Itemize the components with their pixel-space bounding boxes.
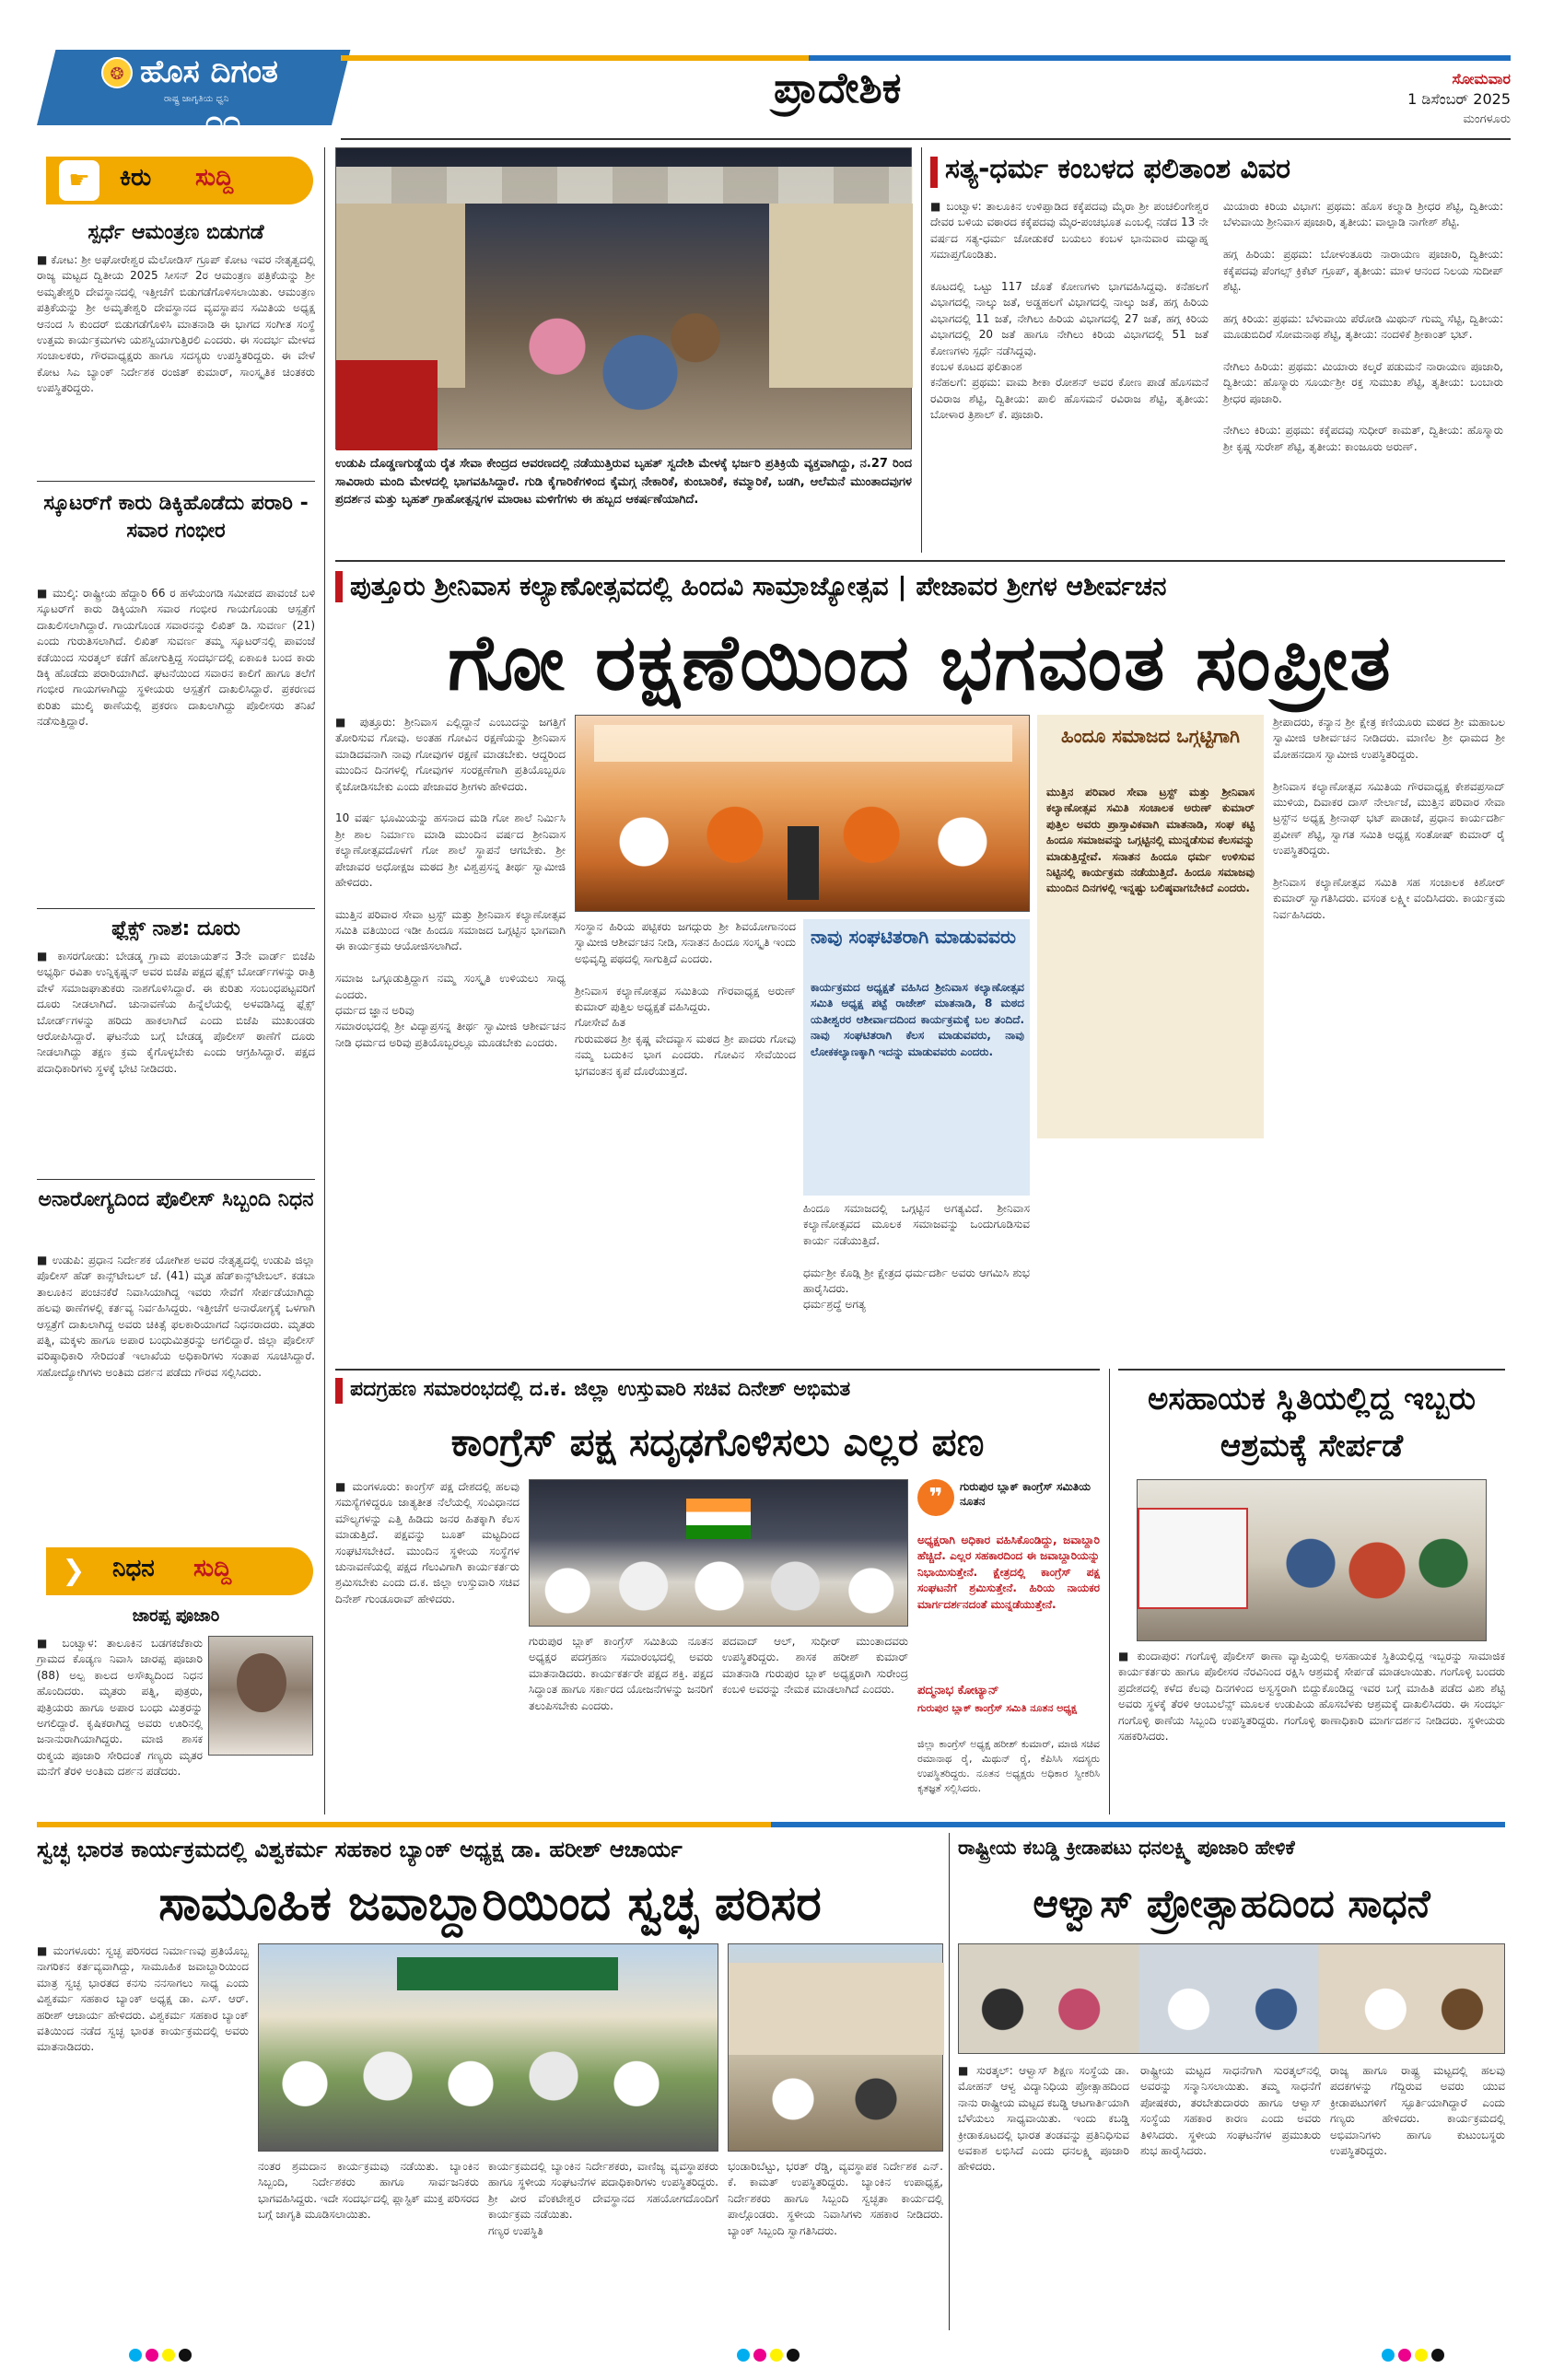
congress-col3: ಪದವಾದ್ ಆಲ್, ಸುಧೀರ್ ಮುಂತಾದವರು ಉಪಸ್ಥಿತರಿದ್ದರು. ಶಾಸಕ ಹರೀಶ್ ಕುಮಾರ್ ಮಾತನಾಡಿ ಗುರುಪುರ ಬ್ಲಾಕ್ ಅಧ್ಯಕ್ಷರಾಗಿ ಸುರೇಂದ್ರ ಕಂಬಳಿ ಅವರನ್ನು ನೇಮಕ ಮಾಡಲಾಗಿದೆ ಎಂದರು. xyxy=(722,1635,912,1697)
column-divider xyxy=(921,147,922,553)
yellow-dot xyxy=(1415,2349,1428,2362)
portrait-shape xyxy=(237,1653,286,1712)
kambala-headline: ಸತ್ಯ-ಧರ್ಮ ಕಂಬಳದ ಫಲಿತಾಂಶ ವಿವರ xyxy=(945,153,1291,185)
building-shape xyxy=(729,1963,944,2055)
title-accent-bar xyxy=(930,157,938,188)
gau-kicker-text: ಪುತ್ತೂರು ಶ್ರೀನಿವಾಸ ಕಲ್ಯಾಣೋತ್ಸವದಲ್ಲಿ ಹಿಂದವಿ ಸಾಮ್ರಾಜ್ಯೋತ್ಸವ | ಪೇಜಾವರ ಶ್ರೀಗಳ ಆಶೀರ್ವಚನ xyxy=(350,571,1167,601)
quote-role: ಗುರುಪುರ ಬ್ಲಾಕ್ ಕಾಂಗ್ರೆಸ್ ಸಮಿತಿ ನೂತನ ಅಧ್ಯಕ್ಷ xyxy=(917,1702,1077,1714)
gau-col2: ಸಂಸ್ಥಾನ ಹಿರಿಯ ಪಟ್ಟಿಕರು ಜಗದ್ಗುರು ಶ್ರೀ ಶಿವಯೋಗಾನಂದ ಸ್ವಾಮೀಜಿ ಆಶೀರ್ವಚನ ನೀಡಿ, ಸನಾತನ ಹಿಂದೂ ಸಂಸ್ಕೃತಿ ಇಂದು ಅಭಿವೃದ್ಧಿ ಪಥದಲ್ಲಿ ಸಾಗುತ್ತಿದೆ ಎಂದರು. ಶ್ರೀನಿವಾಸ ಕಲ್ಯಾಣೋತ್ಸವ ಸಮಿತಿಯ ಗೌರವಾಧ್ಯಕ್ಷ ಅರುಣ್ ಕುಮಾರ್ ಪುತ್ತಿಲ ಅಧ್ಯಕ್ಷತೆ ವಹಿಸಿದ್ದರು. ಗೋಸೇವೆ ಹಿತ ಗುರುಮಠದ ಶ್ರೀ ಕೃಷ್ಣ ವೇದವ್ಯಾಸ ಮಠದ ಶ್ರೀ ಪಾದರು ಗೋವು ನಮ್ಮ ಬದುಕಿನ ಭಾಗ ಎಂದರು. ಗೋವಿನ ಸೇವೆಯಿಂದ ಭಗವಂತನ ಕೃಪೆ ದೊರೆಯುತ್ತದೆ. xyxy=(575,920,796,1078)
crowd-shape xyxy=(474,277,751,450)
ashrama-rescue-photo xyxy=(1137,1479,1487,1641)
nidhana-suddi-word: ಸುದ್ದಿ xyxy=(193,1555,232,1582)
masthead-date: 1 ಡಿಸೆಂಬರ್ 2025 xyxy=(1407,90,1511,108)
swachh-col1: ■ ಮಂಗಳೂರು: ಸ್ವಚ್ಛ ಪರಿಸರದ ನಿರ್ಮಾಣವು ಪ್ರತಿಯೊಬ್ಬ ನಾಗರಿಕನ ಕರ್ತವ್ಯವಾಗಿದ್ದು, ಸಾಮೂಹಿಕ ಜವಾಬ್ದಾರಿಯಿಂದ ಮಾತ್ರ ಸ್ವಚ್ಛ ಭಾರತದ ಕನಸು ನನಸಾಗಲು ಸಾಧ್ಯ ಎಂದು ವಿಶ್ವಕರ್ಮ ಸಹಕಾರ ಬ್ಯಾಂಕ್ ಅಧ್ಯಕ್ಷ ಡಾ. ಎಸ್. ಆರ್. ಹರೀಶ್ ಆಚಾರ್ಯ ಹೇಳಿದರು. ವಿಶ್ವಕರ್ಮ ಸಹಕಾರ ಬ್ಯಾಂಕ್ ವತಿಯಿಂದ ನಡೆದ ಸ್ವಚ್ಛ ಭಾರತ ಕಾರ್ಯಕ್ರಮದಲ್ಲಿ ಅವರು ಮಾತನಾಡಿದರು. xyxy=(37,1944,252,2054)
kicker-accent-bar xyxy=(335,571,343,602)
swachh-col3: ಕಾರ್ಯಕ್ರಮದಲ್ಲಿ ಬ್ಯಾಂಕಿನ ನಿರ್ದೇಶಕರು, ವಾಣಿಜ್ಯ ವ್ಯವಸ್ಥಾಪಕರು ಹಾಗೂ ಸ್ಥಳೀಯ ಸಂಘಟನೆಗಳ ಪದಾಧಿಕಾರಿಗಳು ಉಪಸ್ಥಿತರಿದ್ದರು. ಶ್ರೀ ವೀರ ವೆಂಕಟೇಶ್ವರ ದೇವಸ್ಥಾನದ ಸಹಯೋಗದೊಂದಿಗೆ ಕಾರ್ಯಕ್ರಮ ನಡೆಯಿತು. ಗಣ್ಯರ ಉಪಸ್ಥಿತಿ xyxy=(488,2160,718,2237)
congress-col4: ಜಿಲ್ಲಾ ಕಾಂಗ್ರೆಸ್ ಅಧ್ಯಕ್ಷ ಹರೀಶ್ ಕುಮಾರ್, ಮಾಜಿ ಸಚಿವ ರಮಾನಾಥ ರೈ, ಮಿಥುನ್ ರೈ, ಕೆಪಿಸಿಸಿ ಸದಸ್ಯರು ಉಪಸ್ಥಿತರಿದ್ದರು. ನೂತನ ಅಧ್ಯಕ್ಷರು ಅಧಿಕಾರ ಸ್ವೀಕರಿಸಿ ಕೃತಜ್ಞತೆ ಸಲ್ಲಿಸಿದರು. xyxy=(917,1738,1103,1794)
ashrama-headline: ಅಸಹಾಯಕ ಸ್ಥಿತಿಯಲ್ಲಿದ್ದ ಇಬ್ಬರು ಆಶ್ರಮಕ್ಕೆ ಸೇರ್ಪಡೆ xyxy=(1148,1381,1476,1464)
box2-body: ಮುತ್ತಿನ ಪರಿವಾರ ಸೇವಾ ಟ್ರಸ್ಟ್ ಮತ್ತು ಶ್ರೀನಿವಾಸ ಕಲ್ಯಾಣೋತ್ಸವ ಸಮಿತಿ ಸಂಚಾಲಕ ಅರುಣ್ ಕುಮಾರ್ ಪುತ್ತಿಲ ಅವರು ಪ್ರಾಸ್ತಾವಿಕವಾಗಿ ಮಾತನಾಡಿ, ಸಂಘ ಕಟ್ಟಿ ಹಿಂದೂ ಸಮಾಜವನ್ನು ಒಗ್ಗಟ್ಟಿನಲ್ಲಿ ಮುನ್ನಡೆಸುವ ಕೆಲಸವನ್ನು ಮಾಡುತ್ತಿದ್ದೇವೆ. ಸನಾತನ ಹಿಂದೂ ಧರ್ಮ ಉಳಿಸುವ ನಿಟ್ಟಿನಲ್ಲಿ ಕಾರ್ಯಕ್ರಮ ನಡೆಯುತ್ತಿದೆ. ಹಿಂದೂ ಸಮಾಜವು ಮುಂದಿನ ದಿನಗಳಲ್ಲಿ ಇನ್ನಷ್ಟು ಬಲಿಷ್ಠವಾಗಬೇಕಿದೆ ಎಂದರು. xyxy=(1046,786,1259,895)
congress-quote-box xyxy=(917,1479,1104,1811)
kiru-item-title: ಫ್ಲೆಕ್ಸ್ ನಾಶ: ದೂರು xyxy=(111,917,240,940)
page-number: ೧೧ xyxy=(204,103,241,140)
swachh-col4: ಭಂಡಾರಿಬೆಟ್ಟು, ಭರತ್ ರೆಡ್ಡಿ, ವ್ಯವಸ್ಥಾಪಕ ನಿರ್ದೇಶಕ ಎನ್. ಕೆ. ಕಾಮತ್ ಉಪಸ್ಥಿತರಿದ್ದರು. ಬ್ಯಾಂಕಿನ ಉಪಾಧ್ಯಕ್ಷ, ನಿರ್ದೇಶಕರು ಹಾಗೂ ಸಿಬ್ಬಂದಿ ಸ್ವಚ್ಛತಾ ಕಾರ್ಯದಲ್ಲಿ ಪಾಲ್ಗೊಂಡರು. ಸ್ಥಳೀಯ ನಿವಾಸಿಗಳು ಸಹಕಾರ ನೀಡಿದರು. ಬ್ಯಾಂಕ್ ಸಿಬ್ಬಂದಿ ಸ್ವಾಗತಿಸಿದರು. xyxy=(728,2160,947,2237)
kiru-item-title: ಸ್ಕೂಟರ್‌ಗೆ ಕಾರು ಡಿಕ್ಕಿಹೊಡೆದು ಪರಾರಿ - ಸವಾರ ಗಂಭೀರ xyxy=(43,492,309,542)
masthead-day: ಸೋಮವಾರ xyxy=(1452,70,1511,88)
kabaddi-headline: ಆಳ್ವಾಸ್ ಪ್ರೋತ್ಸಾಹದಿಂದ ಸಾಧನೆ xyxy=(1033,1881,1430,1926)
workers-shape xyxy=(747,2046,931,2152)
masthead-color-strip xyxy=(341,55,1511,61)
people-shape xyxy=(576,771,1031,913)
section-title: ಪ್ರಾದೇಶಿಕ xyxy=(774,63,902,112)
box1-body: ಕಾರ್ಯಕ್ರಮದ ಅಧ್ಯಕ್ಷತೆ ವಹಿಸಿದ ಶ್ರೀನಿವಾಸ ಕಲ್ಯಾಣೋತ್ಸವ ಸಮಿತಿ ಅಧ್ಯಕ್ಷ ಪಟ್ಟೆ ರಾಜೇಶ್ ಮಾತನಾಡಿ, 8 ಮಠದ ಯತೀಶ್ವರರ ಆಶೀರ್ವಾದದಿಂದ ಕಾರ್ಯಕ್ರಮಕ್ಕೆ ಬಲ ತಂದಿದೆ. ನಾವು ಸಂಘಟಿತರಾಗಿ ಕೆಲಸ ಮಾಡುವವರು, ನಾವು ಲೋಕಕಲ್ಯಾಣಕ್ಕಾಗಿ ಇದನ್ನು ಮಾಡುವವರು ಎಂದರು. xyxy=(811,981,1029,1058)
bottom-color-divider xyxy=(37,1822,1505,1827)
swachh-group-photo xyxy=(258,1943,718,2152)
kabaddi-col1: ■ ಸುರತ್ಕಲ್: ಆಳ್ವಾಸ್ ಶಿಕ್ಷಣ ಸಂಸ್ಥೆಯ ಡಾ. ಮೋಹನ್ ಆಳ್ವ ವಿದ್ಯಾನಿಧಿಯ ಪ್ರೋತ್ಸಾಹದಿಂದ ನಾನು ರಾಷ್ಟ್ರೀಯ ಮಟ್ಟದ ಕಬಡ್ಡಿ ಆಟಗಾರ್ತಿಯಾಗಿ ಬೆಳೆಯಲು ಸಾಧ್ಯವಾಯಿತು. ಇಂದು ಕಬಡ್ಡಿ ಕ್ರೀಡಾಕೂಟದಲ್ಲಿ ಭಾರತ ತಂಡವನ್ನು ಪ್ರತಿನಿಧಿಸುವ ಅವಕಾಶ ಲಭಿಸಿದೆ ಎಂದು ಧನಲಕ್ಷ್ಮಿ ಪೂಜಾರಿ ಹೇಳಿದರು. xyxy=(958,2064,1133,2174)
people-shape xyxy=(1267,1499,1488,1642)
congress-headline: ಕಾಂಗ್ರೆಸ್ ಪಕ್ಷ ಸದೃಢಗೊಳಿಸಲು ಎಲ್ಲರ ಪಣ xyxy=(450,1419,985,1464)
column-divider xyxy=(949,1833,950,2330)
box1-title: ನಾವು ಸಂಘಟಿತರಾಗಿ ಮಾಡುವವರು xyxy=(811,926,1016,948)
cyan-dot xyxy=(737,2349,750,2362)
quote-heading: ಗುರುಪುರ ಬ್ಲಾಕ್ ಕಾಂಗ್ರೆಸ್ ಸಮಿತಿಯ ನೂತನ xyxy=(960,1480,1092,1509)
kiru-item-title: ಸ್ಪರ್ಧೆ ಆಮಂತ್ರಣ ಬಿಡುಗಡೆ xyxy=(88,221,264,244)
cmyk-registration-marks xyxy=(1382,2347,1446,2363)
black-dot xyxy=(1431,2349,1444,2362)
kabaddi-col2: ರಾಷ್ಟ್ರೀಯ ಮಟ್ಟದ ಸಾಧನೆಗಾಗಿ ಸುರತ್ಕಲ್‌ನಲ್ಲಿ ಅವರನ್ನು ಸನ್ಮಾನಿಸಲಾಯಿತು. ತಮ್ಮ ಸಾಧನೆಗೆ ಪೋಷಕರು, ತರಬೇತುದಾರರು ಹಾಗೂ ಆಳ್ವಾಸ್ ಸಂಸ್ಥೆಯ ಸಹಕಾರ ಕಾರಣ ಎಂದು ಅವರು ತಿಳಿಸಿದರು. ಸ್ಥಳೀಯ ಸಂಘಟನೆಗಳ ಪ್ರಮುಖರು ಶುಭ ಹಾರೈಸಿದರು. xyxy=(1140,2064,1325,2157)
congress-col1: ■ ಮಂಗಳೂರು: ಕಾಂಗ್ರೆಸ್ ಪಕ್ಷ ದೇಶದಲ್ಲಿ ಹಲವು ಸಮಸ್ಯೆಗಳಿದ್ದರೂ ಜಾತ್ಯತೀತ ನೆಲೆಯಲ್ಲಿ ಸಂವಿಧಾನದ ಮೌಲ್ಯಗಳನ್ನು ಎತ್ತಿ ಹಿಡಿದು ಜನರ ಹಿತಕ್ಕಾಗಿ ಕೆಲಸ ಮಾಡುತ್ತಿದೆ. ಪಕ್ಷವನ್ನು ಬೂತ್ ಮಟ್ಟದಿಂದ ಸಂಘಟಿಸಬೇಕಿದೆ. ಮುಂದಿನ ಸ್ಥಳೀಯ ಸಂಸ್ಥೆಗಳ ಚುನಾವಣೆಯಲ್ಲಿ ಪಕ್ಷದ ಗೆಲುವಿಗಾಗಿ ಕಾರ್ಯಕರ್ತರು ಶ್ರಮಿಸಬೇಕು ಎಂದು ದ.ಕ. ಜಿಲ್ಲಾ ಉಸ್ತುವಾರಿ ಸಚಿವ ದಿನೇಶ್ ಗುಂಡೂರಾವ್ ಹೇಳಿದರು. xyxy=(335,1480,523,1605)
congress-kicker-text: ಪದಗ್ರಹಣ ಸಮಾರಂಭದಲ್ಲಿ ದ.ಕ. ಜಿಲ್ಲಾ ಉಸ್ತುವಾರಿ ಸಚಿವ ದಿನೇಶ್ ಅಭಿಮತ xyxy=(350,1378,851,1401)
volunteers-shape xyxy=(259,2000,719,2152)
quote-icon: ❞ xyxy=(917,1479,954,1516)
swachh-street-photo xyxy=(728,1943,943,2152)
stall-canopy xyxy=(336,167,913,204)
gau-col1: ■ ಪುತ್ತೂರು: ಶ್ರೀನಿವಾಸ ಎಲ್ಲಿದ್ದಾನೆ ಎಂಬುದನ್ನು ಜಗತ್ತಿಗೆ ತೋರಿಸುವ ಗೋವು. ಅಂತಹ ಗೋವಿನ ರಕ್ಷಣೆಯನ್ನು ಶ್ರೀನಿವಾಸ ಮಾಡಿದವನಾಗಿ ನಾವು ಗೋವುಗಳ ರಕ್ಷಣೆ ಮಾಡಬೇಕು. ಆದ್ದರಿಂದ ಮುಂದಿನ ದಿನಗಳಲ್ಲಿ ಗೋವುಗಳ ಸಂರಕ್ಷಣೆಗಾಗಿ ಪ್ರತಿಯೊಬ್ಬರೂ ಕೈಜೋಡಿಸಬೇಕು ಎಂದು ಪೇಜಾವರ ಶ್ರೀಗಳು ಹೇಳಿದರು. 10 ವರ್ಷ ಭೂಮಿಯನ್ನು ಹಸನಾದ ಮಡಿ ಗೋ ಶಾಲೆ ನಿರ್ಮಿಸಿ ಶ್ರೀ ಶಾಲ ನಿರ್ಮಾಣ ಮಾಡಿ ಮುಂದಿನ ವರ್ಷದ ಶ್ರೀನಿವಾಸ ಕಲ್ಯಾಣೋತ್ಸವದೊಳಗೆ ಗೋ ಶಾಲೆ ಸ್ಥಾಪನೆ ಆಗಬೇಕು. ಶ್ರೀ ಪೇಜಾವರ ಅಧೋಕ್ಷಜ ಮಠದ ಶ್ರೀ ವಿಶ್ವಪ್ರಸನ್ನ ತೀರ್ಥ ಸ್ವಾಮೀಜಿ ಹೇಳಿದರು. ಮುತ್ತಿನ ಪರಿವಾರ ಸೇವಾ ಟ್ರಸ್ಟ್ ಮತ್ತು ಶ್ರೀನಿವಾಸ ಕಲ್ಯಾಣೋತ್ಸವ ಸಮಿತಿ ವತಿಯಿಂದ ಇಡೀ ಹಿಂದೂ ಸಮಾಜದ ಒಗ್ಗಟ್ಟಿನ ಭಾಗವಾಗಿ ಈ ಕಾರ್ಯಕ್ರಮ ಆಯೋಜಿಸಲಾಗಿದೆ. ಸಮಾಜ ಒಗ್ಗೂಡುತ್ತಿದ್ದಾಗ ನಮ್ಮ ಸಂಸ್ಕೃತಿ ಉಳಿಯಲು ಸಾಧ್ಯ ಎಂದರು. ಧರ್ಮದ ಜ್ಞಾನ ಅರಿವು ಸಮಾರಂಭದಲ್ಲಿ ಶ್ರೀ ವಿದ್ಯಾಪ್ರಸನ್ನ ತೀರ್ಥ ಸ್ವಾಮೀಜಿ ಆಶೀರ್ವಚನ ನೀಡಿ ಧರ್ಮದ ಅರಿವು ಪ್ರತಿಯೊಬ್ಬರಲ್ಲೂ ಮೂಡಬೇಕು ಎಂದರು. xyxy=(335,716,566,1049)
cyan-dot xyxy=(129,2349,142,2362)
kabaddi-felicitation-photo xyxy=(958,1943,1505,2054)
box2-title: ಹಿಂದೂ ಸಮಾಜದ ಒಗ್ಗಟ್ಟಿಗಾಗಿ xyxy=(1061,725,1240,747)
swachh-article xyxy=(37,1833,947,2330)
magenta-dot xyxy=(753,2349,766,2362)
leaders-shape xyxy=(530,1535,909,1628)
black-dot xyxy=(787,2349,800,2362)
kiru-item-body: ■ ಉಡುಪಿ: ಪ್ರಧಾನ ನಿರ್ದೇಶಕ ಯೋಗೀಶ ಅವರ ನೇತೃತ್ವದಲ್ಲಿ ಉಡುಪಿ ಜಿಲ್ಲಾ ಪೊಲೀಸ್ ಹೆಡ್ ಕಾನ್ಸ್‌ಟೇಬಲ್ ಜೆ. (41) ಮೃತ ಹೆಡ್‌ಕಾನ್ಸ್‌ಟೇಬಲ್. ಕಡಬಾ ತಾಲೂಕಿನ ಪಂಚನಕೆರೆ ನಿವಾಸಿಯಾಗಿದ್ದ ಇವರು ಸೇವೆಗೆ ಸೇರ್ಪಡೆಯಾಗಿದ್ದು ಹಲವು ಠಾಣೆಗಳಲ್ಲಿ ಕರ್ತವ್ಯ ನಿರ್ವಹಿಸಿದ್ದರು. ಇತ್ತೀಚೆಗೆ ಅನಾರೋಗ್ಯಕ್ಕೆ ಒಳಗಾಗಿ ಆಸ್ಪತ್ರೆಗೆ ದಾಖಲಾಗಿದ್ದ ಅವರು ಚಿಕಿತ್ಸೆ ಫಲಕಾರಿಯಾಗದೆ ನಿಧನರಾದರು. ಮೃತರು ಪತ್ನಿ, ಮಕ್ಕಳು ಹಾಗೂ ಅಪಾರ ಬಂಧುಮಿತ್ರರನ್ನು ಅಗಲಿದ್ದಾರೆ. ಜಿಲ್ಲಾ ಪೊಲೀಸ್ ವರಿಷ್ಠಾಧಿಕಾರಿ ಸೇರಿದಂತೆ ಇಲಾಖೆಯ ಅಧಿಕಾರಿಗಳು ಸಂತಾಪ ಸೂಚಿಸಿದ್ದಾರೆ. ಸಹೋದ್ಯೋಗಿಗಳು ಅಂತಿಮ ದರ್ಶನ ಪಡೆದು ಗೌರವ ಸಲ್ಲಿಸಿದರು. xyxy=(37,1254,319,1379)
yellow-dot xyxy=(770,2349,783,2362)
nidhana-suddi xyxy=(37,1547,315,1814)
ambulance-shape xyxy=(1138,1508,1248,1609)
swachh-headline: ಸಾಮೂಹಿಕ ಜವಾಬ್ದಾರಿಯಿಂದ ಸ್ವಚ್ಛ ಪರಿಸರ xyxy=(158,1876,822,1931)
swachh-col2: ನಂತರ ಶ್ರಮದಾನ ಕಾರ್ಯಕ್ರಮವು ನಡೆಯಿತು. ಬ್ಯಾಂಕಿನ ಸಿಬ್ಬಂದಿ, ನಿರ್ದೇಶಕರು ಹಾಗೂ ಸಾರ್ವಜನಿಕರು ಭಾಗವಹಿಸಿದ್ದರು. ಇದೇ ಸಂದರ್ಭದಲ್ಲಿ ಪ್ಲಾಸ್ಟಿಕ್ ಮುಕ್ತ ಪರಿಸರದ ಬಗ್ಗೆ ಜಾಗೃತಿ ಮೂಡಿಸಲಾಯಿತು. xyxy=(258,2160,483,2222)
kabaddi-article xyxy=(958,1833,1509,2330)
ashrama-article xyxy=(1118,1369,1509,1814)
party-flag xyxy=(686,1499,751,1539)
hand-pointer-icon: ☛ xyxy=(59,160,99,201)
gau-headline: ಗೋ ರಕ್ಷಣೆಯಿಂದ ಭಗವಂತ ಸಂಪ್ರೀತ xyxy=(448,617,1393,707)
kiru-item-body: ■ ಕಾಸರಗೋಡು: ಬೇಡಡ್ಕ ಗ್ರಾಮ ಪಂಚಾಯತ್‌ನ 3ನೇ ವಾರ್ಡ್ ಬಿಜೆಪಿ ಅಭ್ಯರ್ಥಿ ರವಿತಾ ಉನ್ನಿಕೃಷ್ಣನ್ ಅವರ ಬಿಜೆಪಿ ಪಕ್ಷದ ಫ್ಲೆಕ್ಸ್ ಬೋರ್ಡ್‌ಗಳನ್ನು ರಾತ್ರಿ ವೇಳೆ ಸಮಾಜಘಾತುಕರು ನಾಶಗೊಳಿಸಿದ್ದಾರೆ. ಈ ಕುರಿತು ಸಂಬಂಧಪಟ್ಟವರಿಗೆ ದೂರು ನೀಡಲಾಗಿದೆ. ಚುನಾವಣೆಯ ಹಿನ್ನೆಲೆಯಲ್ಲಿ ಅಳವಡಿಸಿದ್ದ ಫ್ಲೆಕ್ಸ್ ಬೋರ್ಡ್‌ಗಳನ್ನು ಹರಿದು ಹಾಕಲಾಗಿದೆ ಎಂದು ಬಿಜೆಪಿ ಮುಖಂಡರು ಆರೋಪಿಸಿದ್ದಾರೆ. ಘಟನೆಯ ಬಗ್ಗೆ ಬೇಡಡ್ಕ ಪೊಲೀಸ್ ಠಾಣೆಗೆ ದೂರು ನೀಡಲಾಗಿದ್ದು ತಕ್ಷಣ ಕ್ರಮ ಕೈಗೊಳ್ಳಬೇಕು ಎಂದು ಆಗ್ರಹಿಸಿದ್ದಾರೆ. ಪಕ್ಷದ ಪದಾಧಿಕಾರಿಗಳು ಸ್ಥಳಕ್ಕೆ ಭೇಟಿ ನೀಡಿದರು. xyxy=(37,950,319,1075)
kiru-badge-word: ಕಿರು xyxy=(120,164,152,192)
kambala-col2: ಮಿಯಾರು ಕಿರಿಯ ವಿಭಾಗ: ಪ್ರಥಮ: ಹೊಸ ಕಲ್ಮಾಡಿ ಶ್ರೀಧರ ಶೆಟ್ಟಿ, ದ್ವಿತೀಯ: ಬೆಳುವಾಯಿ ಶ್ರೀನಿವಾಸ ಪೂಜಾರಿ, ತೃತೀಯ: ವಾಲ್ಪಾಡಿ ನಾಗೇಶ್ ಶೆಟ್ಟಿ. ಹಗ್ಗ ಹಿರಿಯ: ಪ್ರಥಮ: ಬೋಳಂತೂರು ನಾರಾಯಣ ಪೂಜಾರಿ, ದ್ವಿತೀಯ: ಕಕ್ಕೆಪದವು ಪೆಂಗಲ್ಸ್ ಕ್ರಿಕೆಟ್ ಗ್ರೂಪ್, ತೃತೀಯ: ಮಾಳ ಆನಂದ ನಿಲಯ ಸುದೀಪ್ ಶೆಟ್ಟಿ. ಹಗ್ಗ ಕಿರಿಯ: ಪ್ರಥಮ: ಬೆಳುವಾಯಿ ಪೆರೋಡಿ ಮಿಥುನ್ ಗುಮ್ಮ ಸೆಟ್ಟಿ, ದ್ವಿತೀಯ: ಮೂಡುಬಿದಿರೆ ಸೋಮನಾಥ ಶೆಟ್ಟಿ, ತೃತೀಯ: ನಂದಳಿಕೆ ಶ್ರೀಕಾಂತ್ ಭಟ್. ನೇಗಿಲು ಹಿರಿಯ: ಪ್ರಥಮ: ಮಿಯಾರು ಕಲ್ಕರೆ ಪಡುಮನೆ ನಾರಾಯಣ ಪೂಜಾರಿ, ದ್ವಿತೀಯ: ಹೊಸ್ಮಾರು ಸೂರ್ಯಶ್ರೀ ರಕ್ತ ಸುಮುಖ ಶೆಟ್ಟಿ, ತೃತೀಯ: ಬಂಬಾರು ಶ್ರೀಧರ ಪೂಜಾರಿ. ನೇಗಿಲು ಕಿರಿಯ: ಪ್ರಥಮ: ಕಕ್ಕೆಪದವು ಸುಧೀರ್ ಕಾಮತ್, ದ್ವಿತೀಯ: ಹೊಸ್ಮಾರು ಶ್ರೀ ಕೃಷ್ಣ ಸುರೇಶ್ ಶೆಟ್ಟಿ, ತೃತೀಯ: ಕಾಂಜೂರು ಅರುಣ್. xyxy=(1223,200,1503,453)
gau-col4: ಶ್ರೀಪಾದರು, ಕನ್ಯಾನ ಶ್ರೀ ಕ್ಷೇತ್ರ ಕಣಿಯೂರು ಮಠದ ಶ್ರೀ ಮಹಾಬಲ ಸ್ವಾಮೀಜಿ ಆಶೀರ್ವಚನ ನೀಡಿದರು. ಮಾಣಿಲ ಶ್ರೀ ಧಾಮದ ಶ್ರೀ ಮೋಹನದಾಸ ಸ್ವಾಮೀಜಿ ಉಪಸ್ಥಿತರಿದ್ದರು. ಶ್ರೀನಿವಾಸ ಕಲ್ಯಾಣೋತ್ಸವ ಸಮಿತಿಯ ಗೌರವಾಧ್ಯಕ್ಷ ಕೇಶವಪ್ರಸಾದ್ ಮುಳಿಯ, ದಿವಾಕರ ದಾಸ್ ನೇರ್ಲಾಜೆ, ಮುತ್ತಿನ ಪರಿವಾರ ಸೇವಾ ಟ್ರಸ್ಟ್‌ನ ಅಧ್ಯಕ್ಷ ಶ್ರೀನಾಥ್ ಭಟ್ ಪಾಡಾಜೆ, ಪ್ರಧಾನ ಕಾರ್ಯದರ್ಶಿ ಪ್ರವೀಣ್ ಶೆಟ್ಟಿ, ಸ್ವಾಗತ ಸಮಿತಿ ಅಧ್ಯಕ್ಷ ಸಂತೋಷ್ ಕುಮಾರ್ ರೈ ಉಪಸ್ಥಿತರಿದ್ದರು. ಶ್ರೀನಿವಾಸ ಕಲ್ಯಾಣೋತ್ಸವ ಸಮಿತಿ ಸಹ ಸಂಚಾಲಕ ಕಿಶೋರ್ ಕುಮಾರ್ ಸ್ವಾಗತಿಸಿದರು. ವಸಂತ ಲಕ್ಷ್ಮೀ ವಂದಿಸಿದರು. ಕಾರ್ಯಕ್ರಮ ನಿರ್ವಹಿಸಿದರು. xyxy=(1273,716,1505,921)
ashrama-body: ■ ಕುಂದಾಪುರ: ಗಂಗೊಳ್ಳಿ ಪೊಲೀಸ್ ಠಾಣಾ ವ್ಯಾಪ್ತಿಯಲ್ಲಿ ಅಸಹಾಯಕ ಸ್ಥಿತಿಯಲ್ಲಿದ್ದ ಇಬ್ಬರನ್ನು ಸಾಮಾಜಿಕ ಕಾರ್ಯಕರ್ತರು ಹಾಗೂ ಪೊಲೀಸರ ನೆರವಿನಿಂದ ರಕ್ಷಿಸಿ ಆಶ್ರಮಕ್ಕೆ ಸೇರ್ಪಡೆ ಮಾಡಲಾಯಿತು. ಗಂಗೊಳ್ಳಿ ಬಂದರು ಪ್ರದೇಶದಲ್ಲಿ ಕಳೆದ ಕೆಲವು ದಿನಗಳಿಂದ ಅಸ್ವಸ್ಥರಾಗಿ ಬಿದ್ದುಕೊಂಡಿದ್ದ ಇವರ ಬಗ್ಗೆ ಮಾಹಿತಿ ಪಡೆದ ವಿಶು ಶೆಟ್ಟಿ ಅವರು ಸ್ಥಳಕ್ಕೆ ತೆರಳಿ ಆಂಬುಲೆನ್ಸ್ ಮೂಲಕ ಉಡುಪಿಯ ಹೊಸಬೆಳಕು ಆಶ್ರಮಕ್ಕೆ ದಾಖಲಿಸಿದರು. ಈ ಸಂದರ್ಭ ಗಂಗೊಳ್ಳಿ ಠಾಣೆಯ ಸಿಬ್ಬಂದಿ ಉಪಸ್ಥಿತರಿದ್ದರು. ಗಂಗೊಳ್ಳಿ ಠಾಣಾಧಿಕಾರಿ ಮಾರ್ಗದರ್ಶನ ನೀಡಿದರು. ಸ್ಥಳೀಯರು ಸಹಕರಿಸಿದರು. xyxy=(1118,1650,1509,1743)
suddi-badge-word: ಸುದ್ದಿ xyxy=(195,164,234,192)
stage-banner xyxy=(594,725,1012,762)
chevron-icon: ❯ xyxy=(62,1555,86,1587)
section-rule xyxy=(1118,1369,1505,1371)
masthead-city: ಮಂಗಳೂರು xyxy=(1463,112,1511,126)
people-shape xyxy=(959,1954,1506,2055)
gau-col3: ಹಿಂದೂ ಸಮಾಜದಲ್ಲಿ ಒಗ್ಗಟ್ಟಿನ ಅಗತ್ಯವಿದೆ. ಶ್ರೀನಿವಾಸ ಕಲ್ಯಾಣೋತ್ಸವದ ಮೂಲಕ ಸಮಾಜವನ್ನು ಒಂದುಗೂಡಿಸುವ ಕಾರ್ಯ ನಡೆಯುತ್ತಿದೆ. ಧರ್ಮಶ್ರೀ ಕೊಡ್ಗಿ ಶ್ರೀ ಕ್ಷೇತ್ರದ ಧರ್ಮದರ್ಶಿ ಅವರು ಆಗಮಿಸಿ ಶುಭ ಹಾರೈಸಿದರು. ಧರ್ಮಶ್ರದ್ಧೆ ಅಗತ್ಯ xyxy=(803,1202,1030,1312)
obituary-name: ಜಾರಪ್ಪ ಪೂಜಾರಿ xyxy=(132,1606,220,1626)
quote-body: ಅಧ್ಯಕ್ಷರಾಗಿ ಅಧಿಕಾರ ವಹಿಸಿಕೊಂಡಿದ್ದು, ಜವಾಬ್ದಾರಿ ಹೆಚ್ಚಿದೆ. ಎಲ್ಲರ ಸಹಕಾರದಿಂದ ಈ ಜವಾಬ್ದಾರಿಯನ್ನು ನಿಭಾಯಿಸುತ್ತೇನೆ. ಕ್ಷೇತ್ರದಲ್ಲಿ ಕಾಂಗ್ರೆಸ್ ಪಕ್ಷ ಸಂಘಟನೆಗೆ ಶ್ರಮಿಸುತ್ತೇನೆ. ಹಿರಿಯ ನಾಯಕರ ಮಾರ್ಗದರ್ಶನದಂತೆ ಮುನ್ನಡೆಯುತ್ತೇನೆ. xyxy=(917,1534,1104,1611)
bank-banner xyxy=(397,1957,618,1990)
column-divider xyxy=(1109,1369,1110,1814)
gau-box1 xyxy=(803,919,1030,1196)
swadeshi-mela-photo xyxy=(335,147,912,449)
swadeshi-mela-caption: ಉಡುಪಿ ದೊಡ್ಡಣಗುಡ್ಡೆಯ ರೈತ ಸೇವಾ ಕೇಂದ್ರದ ಆವರಣದಲ್ಲಿ ನಡೆಯುತ್ತಿರುವ ಬೃಹತ್ ಸ್ವದೇಶಿ ಮೇಳಕ್ಕೆ ಭರ್ಜರಿ ಪ್ರತಿಕ್ರಿಯೆ ವ್ಯಕ್ತವಾಗಿದ್ದು, ನ.27 ರಿಂದ ಸಾವಿರಾರು ಮಂದಿ ಮೇಳದಲ್ಲಿ ಭಾಗವಹಿಸಿದ್ದಾರೆ. ಗುಡಿ ಕೈಗಾರಿಕೆಗಳಿಂದ ಕೈಮಗ್ಗ ನೇಕಾರಿಕೆ, ಕುಂಬಾರಿಕೆ, ಕಮ್ಮಾರಿಕೆ, ಬಡಗಿ, ಆಲೆಮನೆ ಮುಂತಾದವುಗಳ ಪ್ರದರ್ಶನ ಮತ್ತು ಬೃಹತ್ ಗ್ರಾಹೋತ್ಪನ್ನಗಳ ಮಾರಾಟ ಮಳಿಗೆಗಳು ಈ ಹಬ್ಬದ ಆಕರ್ಷಣೆಯಾಗಿದೆ. xyxy=(335,457,916,507)
kambala-article xyxy=(930,147,1505,553)
congress-col2: ಗುರುಪುರ ಬ್ಲಾಕ್ ಕಾಂಗ್ರೆಸ್ ಸಮಿತಿಯ ನೂತನ ಅಧ್ಯಕ್ಷರ ಪದಗ್ರಹಣ ಸಮಾರಂಭದಲ್ಲಿ ಅವರು ಮಾತನಾಡಿದರು. ಕಾರ್ಯಕರ್ತರೇ ಪಕ್ಷದ ಶಕ್ತಿ. ಪಕ್ಷದ ಸಿದ್ಧಾಂತ ಹಾಗೂ ಸರ್ಕಾರದ ಯೋಜನೆಗಳನ್ನು ಜನರಿಗೆ ತಲುಪಿಸಬೇಕು ಎಂದರು. xyxy=(529,1635,717,1712)
masthead xyxy=(37,50,1511,142)
kicker-accent-bar xyxy=(335,1378,343,1404)
stall-right xyxy=(769,204,913,388)
cmyk-registration-marks xyxy=(129,2347,193,2363)
logo-tagline: ರಾಷ್ಟ್ರ ಜಾಗೃತಿಯ ಧ್ವನಿ xyxy=(164,94,229,104)
item-divider xyxy=(37,481,315,482)
kabaddi-col3: ರಾಜ್ಯ ಹಾಗೂ ರಾಷ್ಟ್ರ ಮಟ್ಟದಲ್ಲಿ ಹಲವು ಪದಕಗಳನ್ನು ಗೆದ್ದಿರುವ ಅವರು ಯುವ ಕ್ರೀಡಾಪಟುಗಳಿಗೆ ಸ್ಫೂರ್ತಿಯಾಗಿದ್ದಾರೆ ಎಂದು ಗಣ್ಯರು ಹೇಳಿದರು. ಕಾರ್ಯಕ್ರಮದಲ್ಲಿ ಅಭಿಮಾನಿಗಳು ಹಾಗೂ ಕುಟುಂಬಸ್ಥರು ಉಪಸ್ಥಿತರಿದ್ದರು. xyxy=(1330,2064,1509,2157)
swachh-kicker: ಸ್ವಚ್ಛ ಭಾರತ ಕಾರ್ಯಕ್ರಮದಲ್ಲಿ ವಿಶ್ವಕರ್ಮ ಸಹಕಾರ ಬ್ಯಾಂಕ್ ಅಧ್ಯಕ್ಷ ಡಾ. ಹರೀಶ್ ಆಚಾರ್ಯ xyxy=(37,1837,683,1862)
obituary-body: ■ ಬಂಟ್ವಾಳ: ತಾಲೂಕಿನ ಬಡಗಕಜೆಕಾರು ಗ್ರಾಮದ ಕೊಡ್ಯಣ ನಿವಾಸಿ ಜಾರಪ್ಪ ಪೂಜಾರಿ (88) ಅಲ್ಪ ಕಾಲದ ಅಸೌಖ್ಯದಿಂದ ನಿಧನ ಹೊಂದಿದರು. ಮೃತರು ಪತ್ನಿ, ಪುತ್ರರು, ಪುತ್ರಿಯರು ಹಾಗೂ ಅಪಾರ ಬಂಧು ಮಿತ್ರರನ್ನು ಅಗಲಿದ್ದಾರೆ. ಕೃಷಿಕರಾಗಿದ್ದ ಅವರು ಊರಿನಲ್ಲಿ ಜನಾನುರಾಗಿಯಾಗಿದ್ದರು. ಮಾಜಿ ಶಾಸಕ ರುಕ್ಮಯ ಪೂಜಾರಿ ಸೇರಿದಂತೆ ಗಣ್ಯರು ಮೃತರ ಮನೆಗೆ ತೆರಳಿ ಅಂತಿಮ ದರ್ಶನ ಪಡೆದರು. xyxy=(37,1637,206,1779)
congress-kicker xyxy=(335,1374,1100,1411)
masthead-underline xyxy=(341,138,1511,140)
gau-ceremony-photo xyxy=(575,715,1030,912)
kiru-suddi-column xyxy=(37,147,319,1621)
left-column-divider xyxy=(324,147,325,1814)
logo-text: ಹೊಸ ದಿಗಂತ xyxy=(140,53,278,90)
magenta-dot xyxy=(146,2349,158,2362)
item-divider xyxy=(37,1179,315,1180)
nidhana-badge-word: ನಿಧನ xyxy=(112,1555,155,1582)
cyan-dot xyxy=(1382,2349,1395,2362)
gau-kicker xyxy=(335,566,1505,610)
magenta-dot xyxy=(1398,2349,1411,2362)
kiru-item-title: ಅನಾರೋಗ್ಯದಿಂದ ಪೊಲೀಸ್ ಸಿಬ್ಬಂದಿ ನಿಧನ xyxy=(38,1188,314,1211)
black-dot xyxy=(179,2349,192,2362)
kabaddi-kicker: ರಾಷ್ಟ್ರೀಯ ಕಬಡ್ಡಿ ಕ್ರೀಡಾಪಟು ಧನಲಕ್ಷ್ಮಿ ಪೂಜಾರಿ ಹೇಳಿಕೆ xyxy=(958,1837,1295,1859)
congress-stage-photo xyxy=(529,1479,908,1627)
gau-box2 xyxy=(1037,715,1264,1138)
tractor-shape xyxy=(336,360,438,450)
yellow-dot xyxy=(162,2349,175,2362)
logo-lamp-icon: ❂ xyxy=(101,57,133,88)
cmyk-registration-marks xyxy=(737,2347,801,2363)
quote-name: ಪದ್ಮನಾಭ ಕೋಟ್ಯಾನ್ xyxy=(917,1684,999,1698)
section-rule xyxy=(335,1369,1100,1371)
kambala-col1: ■ ಬಂಟ್ವಾಳ: ತಾಲೂಕಿನ ಉಳಿಪ್ಪಾಡಿದ ಕಕ್ಕೆಪದವು ಮೈರಾ ಶ್ರೀ ಪಂಚಲಿಂಗೇಶ್ವರ ದೇವರ ಬಳಿಯ ವಠಾರದ ಕಕ್ಕೆಪದವು ಮೈರ-ಪಂಚಭೂತ ಎಂಬಲ್ಲಿ ನಡೆದ 13 ನೇ ವರ್ಷದ ಸತ್ಯ-ಧರ್ಮ ಜೋಡುಕರೆ ಬಯಲು ಕಂಬಳ ಭಾನುವಾರ ಮಧ್ಯಾಹ್ನ ಸಮಾಪ್ತಗೊಂಡಿತು. ಕೂಟದಲ್ಲಿ ಒಟ್ಟು 117 ಜೊತೆ ಕೋಣಗಳು ಭಾಗವಹಿಸಿದ್ದವು. ಕನೆಹಲಗೆ ವಿಭಾಗದಲ್ಲಿ ನಾಲ್ಕು ಜತೆ, ಅಡ್ಡಹಲಗೆ ವಿಭಾಗದಲ್ಲಿ ನಾಲ್ಕು ಜತೆ, ಹಗ್ಗ ಹಿರಿಯ ವಿಭಾಗದಲ್ಲಿ 11 ಜತೆ, ನೇಗಿಲು ಹಿರಿಯ ವಿಭಾಗದಲ್ಲಿ 27 ಜತೆ, ಹಗ್ಗ ಕಿರಿಯ ವಿಭಾಗದಲ್ಲಿ 20 ಜತೆ ಹಾಗೂ ನೇಗಿಲು ಕಿರಿಯ ವಿಭಾಗದಲ್ಲಿ 51 ಜತೆ ಕೋಣಗಳು ಸ್ಪರ್ಧೆ ನಡೆಸಿದ್ದವು. ಕಂಬಳ ಕೂಟದ ಫಲಿತಾಂಶ ಕನೆಹಲಗೆ: ಪ್ರಥಮ: ವಾಮ ಶೀಕಾ ರೋಶನ್ ಅವರ ಕೋಣ ಪಾಡೆ ಹೊಸಮನೆ ರವಿರಾಜ ಶೆಟ್ಟಿ, ದ್ವಿತೀಯ: ಪಾಲಿ ಹೊಸಮನೆ ರವಿರಾಜ ಶೆಟ್ಟಿ, ತೃತೀಯ: ಬೋಳಾರ ತ್ರಿಶಾಲ್ ಕೆ. ಪೂಜಾರಿ. xyxy=(930,200,1208,422)
kiru-item-body: ■ ಮುಲ್ಕಿ: ರಾಷ್ಟ್ರೀಯ ಹೆದ್ದಾರಿ 66 ರ ಹಳೆಯಂಗಡಿ ಸಮೀಪದ ಪಾವಂಜೆ ಬಳಿ ಸ್ಕೂಟರ್‌ಗೆ ಕಾರು ಡಿಕ್ಕಿಯಾಗಿ ಸವಾರ ಗಂಭೀರ ಗಾಯಗೊಂಡು ಆಸ್ಪತ್ರೆಗೆ ದಾಖಲಿಸಲಾಗಿದ್ದಾರೆ. ಗಾಯಗೊಂಡ ಸವಾರನನ್ನು ಲಿಖಿತ್ ಡಿ. ಸುವರ್ಣ (21) ಎಂದು ಗುರುತಿಸಲಾಗಿದೆ. ಲಿಖಿತ್ ಸುವರ್ಣ ತಮ್ಮ ಸ್ಕೂಟರ್‌ನಲ್ಲಿ ಪಾವಂಜೆ ಕಡೆಯಿಂದ ಸುರತ್ಕಲ್ ಕಡೆಗೆ ಹೋಗುತ್ತಿದ್ದ ಸಂದರ್ಭದಲ್ಲಿ ಏಕಾಏಕಿ ಬಂದ ಕಾರು ಡಿಕ್ಕಿ ಹೊಡೆದು ಪರಾರಿಯಾಗಿದೆ. ಘಟನೆಯಿಂದ ಸವಾರನ ಕಾಲಿಗೆ ಹಾಗೂ ತಲೆಗೆ ಗಂಭೀರ ಗಾಯಗಳಾಗಿದ್ದು ಸ್ಥಳೀಯರು ಆಸ್ಪತ್ರೆಗೆ ದಾಖಲಿಸಿದ್ದಾರೆ. ಪ್ರಕರಣದ ಕುರಿತು ಮುಲ್ಕಿ ಠಾಣೆಯಲ್ಲಿ ಪ್ರಕರಣ ದಾಖಲಾಗಿದ್ದು ಪೊಲೀಸರು ತನಿಖೆ ನಡೆಸುತ್ತಿದ್ದಾರೆ. xyxy=(37,587,319,729)
kiru-item-body: ■ ಕೋಟ: ಶ್ರೀ ಅಘೋರೇಶ್ವರ ಮೆಲೋಡಿಸ್ ಗ್ರೂಪ್ ಕೋಟ ಇವರ ನೇತೃತ್ವದಲ್ಲಿ ರಾಜ್ಯ ಮಟ್ಟದ ದ್ವಿತೀಯ 2025 ಸೀಸನ್ 2ರ ಆಮಂತ್ರಣ ಪತ್ರಿಕೆಯನ್ನು ಶ್ರೀ ಅಮೃತೇಶ್ವರಿ ದೇವಸ್ಥಾನದಲ್ಲಿ ಇತ್ತೀಚೆಗೆ ಬಿಡುಗಡೆಗೊಳಿಸಲಾಯಿತು. ಆಮಂತ್ರಣ ಪತ್ರಿಕೆಯನ್ನು ಶ್ರೀ ಅಮೃತೇಶ್ವರಿ ದೇವಸ್ಥಾನದ ವ್ಯವಸ್ಥಾಪನ ಸಮಿತಿಯ ಅಧ್ಯಕ್ಷ ಆನಂದ ಸಿ ಕುಂದರ್ ಬಿಡುಗಡೆಗೊಳಿಸಿ ಮಾತನಾಡಿ ಈ ಭಾಗದ ಸಂಗೀತ ಸಂಸ್ಥೆ ಉತ್ತಮ ಕಾರ್ಯಕ್ರಮಗಳು ಯಶಸ್ವಿಯಾಗುತ್ತಿರಲಿ ಎಂದರು. ಈ ಸಂದರ್ಭ ಮೇಳದ ಸಂಚಾಲಕರು, ಗೌರವಾಧ್ಯಕ್ಷರು ಹಾಗೂ ಸದಸ್ಯರು ಉಪಸ್ಥಿತರಿದ್ದರು. ಈ ವೇಳೆ ಕೋಟ ಸಿಎ ಬ್ಯಾಂಕ್ ನಿರ್ದೇಶಕ ರಂಜಿತ್ ಕುಮಾರ್, ಸಾಂಸ್ಕೃತಿಕ ಚಿಂತಕರು ಉಪಸ್ಥಿತರಿದ್ದರು. xyxy=(37,253,319,395)
item-divider xyxy=(37,908,315,909)
section-rule xyxy=(335,560,1505,562)
obituary-photo xyxy=(208,1636,313,1756)
